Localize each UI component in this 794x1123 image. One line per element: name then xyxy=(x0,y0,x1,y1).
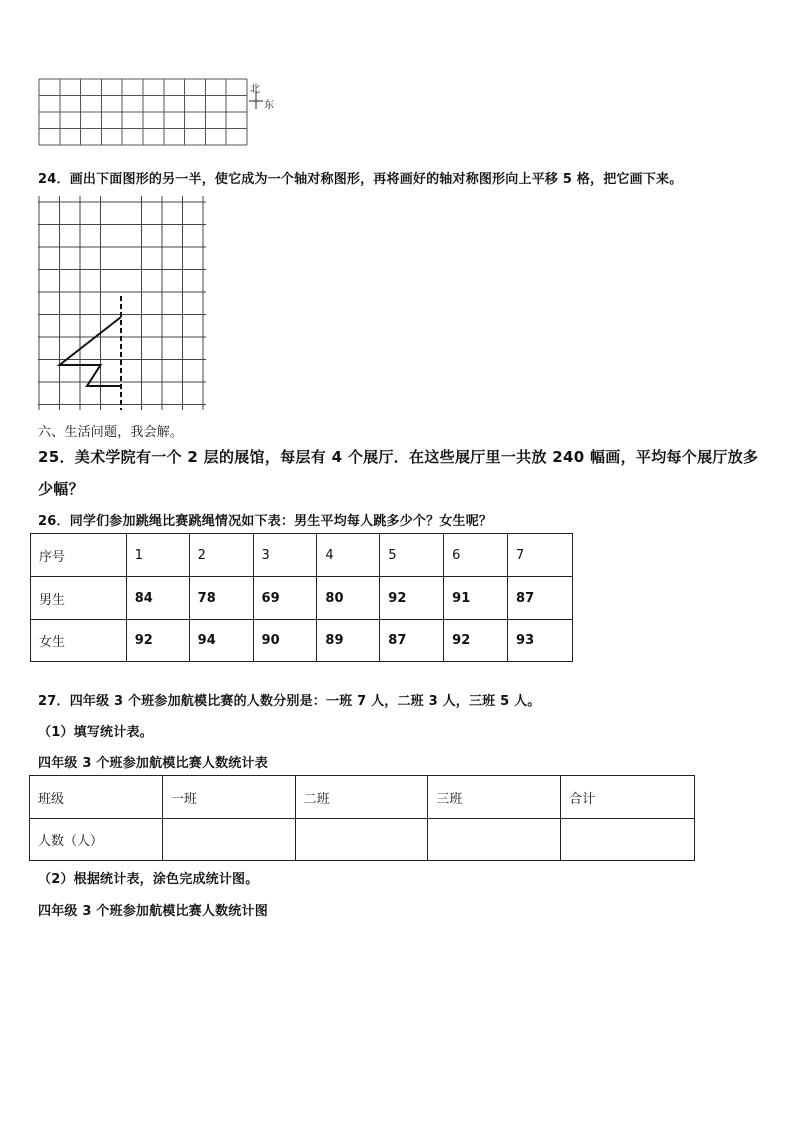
table-cell: 2 xyxy=(189,534,253,577)
table-cell: 二班 xyxy=(295,776,428,819)
table-cell: 一班 xyxy=(162,776,295,819)
table-cell: 4 xyxy=(317,534,380,577)
table-cell: 91 xyxy=(444,577,508,620)
jump-rope-table xyxy=(30,533,573,662)
table-cell: 5 xyxy=(380,534,444,577)
table-row xyxy=(30,819,695,861)
table-cell: 7 xyxy=(508,534,573,577)
answer-cell[interactable] xyxy=(561,819,695,861)
stat-table-title: 四年级 3 个班参加航模比赛人数统计表 xyxy=(38,756,268,771)
table-cell: 人数（人） xyxy=(30,819,163,861)
table-cell: 班级 xyxy=(30,776,163,819)
top-grid xyxy=(38,78,248,146)
half-figure xyxy=(60,317,122,386)
question-25-line2: 少幅？ xyxy=(38,480,84,498)
symmetry-grid xyxy=(38,196,208,412)
table-cell: 89 xyxy=(317,620,380,662)
table-cell: 69 xyxy=(253,577,317,620)
table-cell: 男生 xyxy=(31,577,127,620)
table-cell: 80 xyxy=(317,577,380,620)
compass-north-label: 北 xyxy=(250,84,260,95)
section-6-title: 六、生活问题，我会解。 xyxy=(38,425,184,440)
table-cell: 合计 xyxy=(561,776,695,819)
answer-cell[interactable] xyxy=(162,819,295,861)
table-header-row xyxy=(31,534,573,577)
table-cell: 87 xyxy=(508,577,573,620)
answer-cell[interactable] xyxy=(295,819,428,861)
model-contest-table xyxy=(29,775,695,861)
table-cell: 78 xyxy=(189,577,253,620)
table-cell: 6 xyxy=(444,534,508,577)
question-27-text: 27．四年级 3 个班参加航模比赛的人数分别是：一班 7 人，二班 3 人，三班 5 人。 xyxy=(38,694,541,709)
table-cell: 90 xyxy=(253,620,317,662)
answer-cell[interactable] xyxy=(428,819,561,861)
question-27-part1: （1）填写统计表。 xyxy=(38,725,153,740)
compass-east-label: 东 xyxy=(264,100,274,111)
table-cell: 92 xyxy=(444,620,508,662)
question-26-text: 26．同学们参加跳绳比赛跳绳情况如下表：男生平均每人跳多少个？女生呢？ xyxy=(38,514,493,529)
table-cell: 92 xyxy=(380,577,444,620)
table-cell: 87 xyxy=(380,620,444,662)
question-24-text: 24．画出下面图形的另一半，使它成为一个轴对称图形，再将画好的轴对称图形向上平移 5 格，把它画下来。 xyxy=(38,172,683,187)
stat-chart-title: 四年级 3 个班参加航模比赛人数统计图 xyxy=(38,904,268,919)
question-27-part2: （2）根据统计表，涂色完成统计图。 xyxy=(38,872,259,887)
table-row xyxy=(31,577,573,620)
table-cell: 三班 xyxy=(428,776,561,819)
question-25-line1: 25．美术学院有一个 2 层的展馆，每层有 4 个展厅．在这些展厅里一共放 240 幅画，平均每个展厅放多 xyxy=(38,448,759,466)
table-cell: 1 xyxy=(126,534,189,577)
table-cell: 84 xyxy=(126,577,189,620)
table-cell: 女生 xyxy=(31,620,127,662)
table-cell: 3 xyxy=(253,534,317,577)
table-cell: 94 xyxy=(189,620,253,662)
table-cell: 92 xyxy=(126,620,189,662)
table-header-row xyxy=(30,776,695,819)
table-cell: 序号 xyxy=(31,534,127,577)
table-cell: 93 xyxy=(508,620,573,662)
table-row xyxy=(31,620,573,662)
